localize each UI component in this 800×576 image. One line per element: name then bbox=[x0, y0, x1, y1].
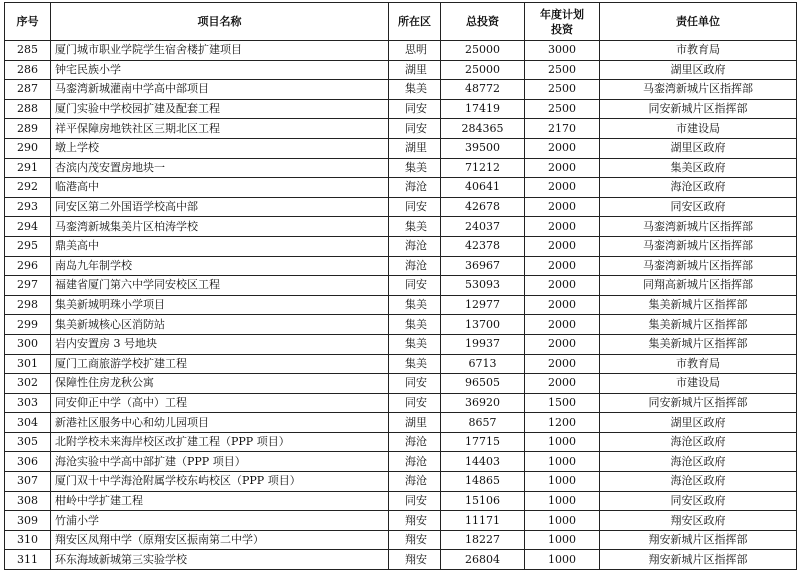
cell-unit: 翔安新城片区指挥部 bbox=[600, 550, 797, 570]
cell-annual: 1000 bbox=[525, 491, 600, 511]
cell-total: 24037 bbox=[441, 217, 525, 237]
cell-no: 305 bbox=[5, 432, 51, 452]
table-row bbox=[5, 138, 797, 158]
cell-total: 71212 bbox=[441, 158, 525, 178]
table-row bbox=[5, 472, 797, 492]
cell-total: 53093 bbox=[441, 276, 525, 296]
cell-district: 翔安 bbox=[389, 550, 441, 570]
cell-total: 36920 bbox=[441, 393, 525, 413]
cell-total: 18227 bbox=[441, 530, 525, 550]
cell-unit: 同安区政府 bbox=[600, 491, 797, 511]
cell-unit: 同安新城片区指挥部 bbox=[600, 99, 797, 119]
cell-annual: 2000 bbox=[525, 334, 600, 354]
cell-district: 湖里 bbox=[389, 60, 441, 80]
cell-name: 保障性住房龙秋公寓 bbox=[51, 374, 389, 394]
project-table-container bbox=[4, 2, 797, 570]
table-row bbox=[5, 256, 797, 276]
cell-no: 293 bbox=[5, 197, 51, 217]
cell-total: 39500 bbox=[441, 138, 525, 158]
header-annual-line1: 年度计划 bbox=[540, 7, 584, 21]
cell-name: 北附学校未来海岸校区改扩建工程（PPP 项目） bbox=[51, 432, 389, 452]
cell-no: 289 bbox=[5, 119, 51, 139]
table-row bbox=[5, 511, 797, 531]
cell-no: 295 bbox=[5, 236, 51, 256]
cell-no: 296 bbox=[5, 256, 51, 276]
cell-district: 集美 bbox=[389, 217, 441, 237]
cell-name: 厦门双十中学海沧附属学校东屿校区（PPP 项目） bbox=[51, 472, 389, 492]
cell-name: 环东海域新城第三实验学校 bbox=[51, 550, 389, 570]
cell-no: 291 bbox=[5, 158, 51, 178]
cell-annual: 2000 bbox=[525, 178, 600, 198]
cell-total: 14403 bbox=[441, 452, 525, 472]
table-row bbox=[5, 236, 797, 256]
cell-no: 288 bbox=[5, 99, 51, 119]
cell-district: 海沧 bbox=[389, 178, 441, 198]
cell-total: 11171 bbox=[441, 511, 525, 531]
cell-no: 299 bbox=[5, 315, 51, 335]
cell-unit: 集美区政府 bbox=[600, 158, 797, 178]
table-row bbox=[5, 374, 797, 394]
cell-unit: 马銮湾新城片区指挥部 bbox=[600, 256, 797, 276]
cell-name: 祥平保障房地铁社区三期北区工程 bbox=[51, 119, 389, 139]
table-row bbox=[5, 80, 797, 100]
cell-annual: 2000 bbox=[525, 315, 600, 335]
cell-total: 96505 bbox=[441, 374, 525, 394]
cell-annual: 1500 bbox=[525, 393, 600, 413]
cell-annual: 2000 bbox=[525, 236, 600, 256]
cell-total: 284365 bbox=[441, 119, 525, 139]
table-row bbox=[5, 178, 797, 198]
cell-no: 286 bbox=[5, 60, 51, 80]
cell-unit: 海沧区政府 bbox=[600, 452, 797, 472]
table-row bbox=[5, 41, 797, 61]
cell-district: 集美 bbox=[389, 158, 441, 178]
cell-name: 海沧实验中学高中部扩建（PPP 项目） bbox=[51, 452, 389, 472]
table-row bbox=[5, 158, 797, 178]
cell-district: 海沧 bbox=[389, 432, 441, 452]
cell-name: 钟宅民族小学 bbox=[51, 60, 389, 80]
cell-district: 海沧 bbox=[389, 472, 441, 492]
table-row bbox=[5, 452, 797, 472]
cell-name: 南岛九年制学校 bbox=[51, 256, 389, 276]
cell-district: 同安 bbox=[389, 393, 441, 413]
cell-annual: 1000 bbox=[525, 432, 600, 452]
cell-district: 同安 bbox=[389, 119, 441, 139]
cell-unit: 海沧区政府 bbox=[600, 432, 797, 452]
header-annual bbox=[525, 3, 600, 41]
cell-annual: 2500 bbox=[525, 99, 600, 119]
cell-annual: 2000 bbox=[525, 138, 600, 158]
header-name: 项目名称 bbox=[51, 3, 389, 41]
table-row bbox=[5, 217, 797, 237]
cell-name: 临港高中 bbox=[51, 178, 389, 198]
header-total: 总投资 bbox=[441, 3, 525, 41]
cell-total: 13700 bbox=[441, 315, 525, 335]
table-row bbox=[5, 99, 797, 119]
cell-total: 48772 bbox=[441, 80, 525, 100]
cell-total: 14865 bbox=[441, 472, 525, 492]
table-row bbox=[5, 295, 797, 315]
cell-no: 302 bbox=[5, 374, 51, 394]
cell-unit: 市教育局 bbox=[600, 41, 797, 61]
cell-no: 300 bbox=[5, 334, 51, 354]
cell-district: 同安 bbox=[389, 197, 441, 217]
cell-unit: 湖里区政府 bbox=[600, 138, 797, 158]
cell-name: 同安仰正中学（高中）工程 bbox=[51, 393, 389, 413]
cell-annual: 1000 bbox=[525, 472, 600, 492]
header-district: 所在区 bbox=[389, 3, 441, 41]
cell-no: 292 bbox=[5, 178, 51, 198]
cell-no: 287 bbox=[5, 80, 51, 100]
table-row bbox=[5, 491, 797, 511]
cell-unit: 海沧区政府 bbox=[600, 472, 797, 492]
cell-annual: 1200 bbox=[525, 413, 600, 433]
cell-name: 翔安区凤翔中学（原翔安区振南第二中学） bbox=[51, 530, 389, 550]
cell-unit: 市建设局 bbox=[600, 119, 797, 139]
cell-name: 岩内安置房 3 号地块 bbox=[51, 334, 389, 354]
header-annual-line2: 投资 bbox=[551, 22, 573, 36]
cell-unit: 马銮湾新城片区指挥部 bbox=[600, 80, 797, 100]
cell-district: 同安 bbox=[389, 374, 441, 394]
table-row bbox=[5, 276, 797, 296]
cell-total: 25000 bbox=[441, 41, 525, 61]
cell-name: 厦门工商旅游学校扩建工程 bbox=[51, 354, 389, 374]
table-row bbox=[5, 60, 797, 80]
cell-unit: 湖里区政府 bbox=[600, 60, 797, 80]
cell-name: 墩上学校 bbox=[51, 138, 389, 158]
cell-name: 新港社区服务中心和幼儿园项目 bbox=[51, 413, 389, 433]
cell-total: 26804 bbox=[441, 550, 525, 570]
table-row bbox=[5, 393, 797, 413]
cell-name: 同安区第二外国语学校高中部 bbox=[51, 197, 389, 217]
cell-unit: 市教育局 bbox=[600, 354, 797, 374]
cell-annual: 3000 bbox=[525, 41, 600, 61]
cell-annual: 2000 bbox=[525, 217, 600, 237]
cell-annual: 1000 bbox=[525, 530, 600, 550]
cell-annual: 2000 bbox=[525, 374, 600, 394]
cell-no: 307 bbox=[5, 472, 51, 492]
cell-annual: 2000 bbox=[525, 158, 600, 178]
cell-unit: 集美新城片区指挥部 bbox=[600, 295, 797, 315]
cell-total: 36967 bbox=[441, 256, 525, 276]
cell-unit: 湖里区政府 bbox=[600, 413, 797, 433]
cell-district: 翔安 bbox=[389, 530, 441, 550]
cell-annual: 2000 bbox=[525, 354, 600, 374]
cell-district: 同安 bbox=[389, 276, 441, 296]
cell-district: 翔安 bbox=[389, 511, 441, 531]
table-row bbox=[5, 432, 797, 452]
cell-no: 297 bbox=[5, 276, 51, 296]
cell-district: 集美 bbox=[389, 354, 441, 374]
cell-district: 湖里 bbox=[389, 138, 441, 158]
cell-name: 马銮湾新城灌南中学高中部项目 bbox=[51, 80, 389, 100]
cell-no: 301 bbox=[5, 354, 51, 374]
cell-name: 集美新城明珠小学项目 bbox=[51, 295, 389, 315]
cell-annual: 2000 bbox=[525, 276, 600, 296]
cell-district: 海沧 bbox=[389, 256, 441, 276]
table-row bbox=[5, 550, 797, 570]
cell-annual: 2000 bbox=[525, 295, 600, 315]
cell-district: 集美 bbox=[389, 80, 441, 100]
cell-district: 集美 bbox=[389, 334, 441, 354]
cell-unit: 马銮湾新城片区指挥部 bbox=[600, 236, 797, 256]
cell-district: 集美 bbox=[389, 315, 441, 335]
cell-no: 294 bbox=[5, 217, 51, 237]
cell-no: 306 bbox=[5, 452, 51, 472]
cell-total: 17715 bbox=[441, 432, 525, 452]
cell-no: 309 bbox=[5, 511, 51, 531]
cell-no: 311 bbox=[5, 550, 51, 570]
cell-total: 15106 bbox=[441, 491, 525, 511]
project-table bbox=[4, 2, 797, 570]
cell-annual: 1000 bbox=[525, 452, 600, 472]
cell-annual: 2500 bbox=[525, 60, 600, 80]
header-unit: 责任单位 bbox=[600, 3, 797, 41]
cell-name: 鼎美高中 bbox=[51, 236, 389, 256]
cell-unit: 同安区政府 bbox=[600, 197, 797, 217]
cell-unit: 集美新城片区指挥部 bbox=[600, 334, 797, 354]
cell-unit: 海沧区政府 bbox=[600, 178, 797, 198]
cell-annual: 1000 bbox=[525, 511, 600, 531]
cell-no: 304 bbox=[5, 413, 51, 433]
cell-district: 集美 bbox=[389, 295, 441, 315]
cell-district: 海沧 bbox=[389, 452, 441, 472]
table-row bbox=[5, 334, 797, 354]
header-no: 序号 bbox=[5, 3, 51, 41]
cell-name: 福建省厦门第六中学同安校区工程 bbox=[51, 276, 389, 296]
cell-no: 310 bbox=[5, 530, 51, 550]
cell-district: 海沧 bbox=[389, 236, 441, 256]
cell-name: 厦门实验中学校园扩建及配套工程 bbox=[51, 99, 389, 119]
cell-name: 柑岭中学扩建工程 bbox=[51, 491, 389, 511]
cell-annual: 1000 bbox=[525, 550, 600, 570]
cell-annual: 2000 bbox=[525, 197, 600, 217]
cell-district: 同安 bbox=[389, 99, 441, 119]
cell-annual: 2000 bbox=[525, 256, 600, 276]
table-row bbox=[5, 315, 797, 335]
cell-no: 285 bbox=[5, 41, 51, 61]
cell-name: 杏滨内茂安置房地块一 bbox=[51, 158, 389, 178]
cell-name: 马銮湾新城集美片区柏涛学校 bbox=[51, 217, 389, 237]
cell-unit: 同安新城片区指挥部 bbox=[600, 393, 797, 413]
table-row bbox=[5, 413, 797, 433]
cell-unit: 翔安新城片区指挥部 bbox=[600, 530, 797, 550]
table-body bbox=[5, 41, 797, 570]
cell-total: 6713 bbox=[441, 354, 525, 374]
cell-unit: 翔安区政府 bbox=[600, 511, 797, 531]
cell-district: 思明 bbox=[389, 41, 441, 61]
table-row bbox=[5, 197, 797, 217]
cell-total: 8657 bbox=[441, 413, 525, 433]
cell-no: 298 bbox=[5, 295, 51, 315]
cell-unit: 马銮湾新城片区指挥部 bbox=[600, 217, 797, 237]
cell-unit: 同翔高新城片区指挥部 bbox=[600, 276, 797, 296]
cell-total: 42678 bbox=[441, 197, 525, 217]
cell-total: 12977 bbox=[441, 295, 525, 315]
table-row bbox=[5, 119, 797, 139]
cell-annual: 2170 bbox=[525, 119, 600, 139]
cell-name: 集美新城核心区消防站 bbox=[51, 315, 389, 335]
cell-name: 竹浦小学 bbox=[51, 511, 389, 531]
cell-total: 17419 bbox=[441, 99, 525, 119]
cell-total: 19937 bbox=[441, 334, 525, 354]
cell-district: 湖里 bbox=[389, 413, 441, 433]
cell-total: 42378 bbox=[441, 236, 525, 256]
cell-no: 303 bbox=[5, 393, 51, 413]
cell-total: 40641 bbox=[441, 178, 525, 198]
header-row bbox=[5, 3, 797, 41]
cell-no: 308 bbox=[5, 491, 51, 511]
cell-annual: 2500 bbox=[525, 80, 600, 100]
cell-no: 290 bbox=[5, 138, 51, 158]
cell-name: 厦门城市职业学院学生宿舍楼扩建项目 bbox=[51, 41, 389, 61]
cell-total: 25000 bbox=[441, 60, 525, 80]
cell-district: 同安 bbox=[389, 491, 441, 511]
table-row bbox=[5, 530, 797, 550]
cell-unit: 集美新城片区指挥部 bbox=[600, 315, 797, 335]
table-header bbox=[5, 3, 797, 41]
table-row bbox=[5, 354, 797, 374]
cell-unit: 市建设局 bbox=[600, 374, 797, 394]
